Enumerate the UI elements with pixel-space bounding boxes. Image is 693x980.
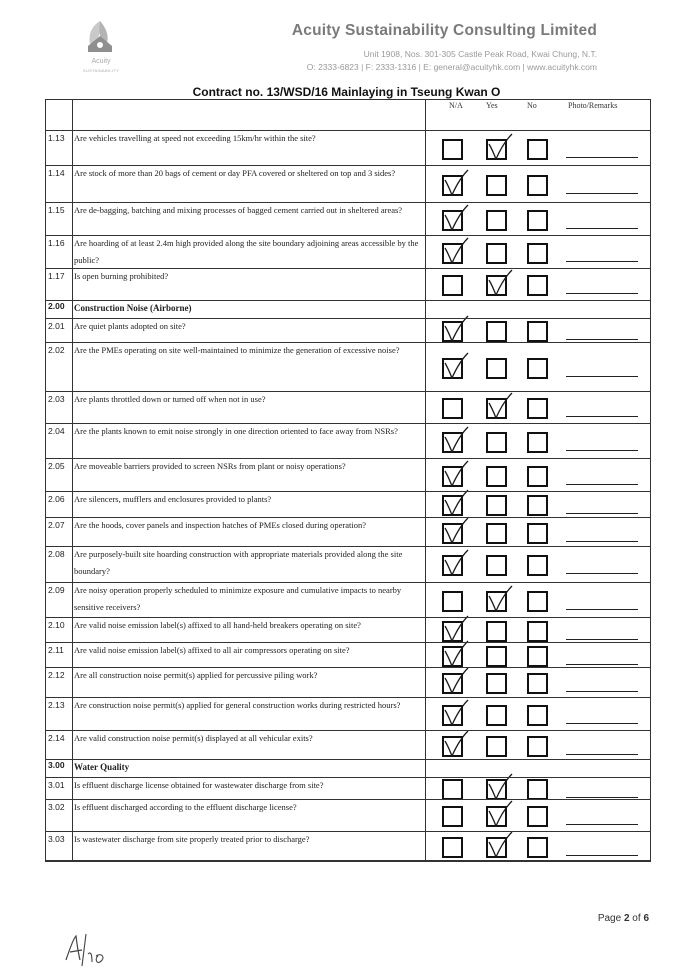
page-number (598, 913, 649, 924)
checklist-row (45, 546, 651, 582)
row-divider (45, 517, 651, 518)
checkmark-icon (485, 799, 513, 827)
no-checkbox[interactable] (527, 591, 548, 612)
checkmark-icon (485, 830, 513, 858)
yes-checkbox[interactable] (486, 243, 507, 264)
checkmark-icon (441, 614, 469, 642)
question-text: Are hoarding of at least 2.4m high provided along the site boundary adjoining areas accessible by the public? (74, 238, 419, 265)
remarks-line[interactable] (566, 293, 638, 294)
yes-checkbox[interactable] (486, 673, 507, 694)
remarks-line[interactable] (566, 513, 638, 514)
checklist-row (45, 491, 651, 517)
no-checkbox[interactable] (527, 175, 548, 196)
na-checkbox[interactable] (442, 398, 463, 419)
no-checkbox[interactable] (527, 358, 548, 379)
checkmark-icon (441, 351, 469, 379)
checkmark-icon (441, 698, 469, 726)
yes-checkbox[interactable] (486, 432, 507, 453)
company-name: Acuity Sustainability Consulting Limited (291, 22, 597, 39)
checklist-row (45, 342, 651, 391)
question-text: Are noisy operation properly scheduled to minimize exposure and cumulative impacts to nearby sensitive receivers? (74, 585, 402, 612)
row-divider (45, 318, 651, 319)
item-number: 1.16 (48, 238, 65, 248)
question-text: Are valid construction noise permit(s) displayed at all vehicular exits? (74, 733, 313, 743)
checklist-row (45, 582, 651, 617)
item-number: 2.14 (48, 733, 65, 743)
remarks-line[interactable] (566, 855, 638, 856)
item-number: 2.02 (48, 345, 65, 355)
yes-checkbox[interactable] (486, 621, 507, 642)
remarks-line[interactable] (566, 450, 638, 451)
question-text: Is effluent discharged according to the effluent discharge license? (74, 802, 297, 812)
col-header-na: N/A (449, 101, 463, 110)
item-number: 2.09 (48, 585, 65, 595)
section-row (45, 300, 651, 318)
yes-checkbox[interactable] (486, 495, 507, 516)
yes-checkbox[interactable] (486, 705, 507, 726)
no-checkbox[interactable] (527, 398, 548, 419)
item-number: 1.15 (48, 205, 65, 215)
remarks-line[interactable] (566, 376, 638, 377)
remarks-line[interactable] (566, 193, 638, 194)
no-checkbox[interactable] (527, 432, 548, 453)
remarks-line[interactable] (566, 541, 638, 542)
page-current: 2 (623, 913, 630, 924)
na-checkbox[interactable] (442, 591, 463, 612)
checklist-row (45, 235, 651, 268)
checklist-row (45, 517, 651, 546)
question-text: Are silencers, mufflers and enclosures provided to plants? (74, 494, 272, 504)
checkmark-icon (441, 203, 469, 231)
item-number: 2.13 (48, 700, 65, 710)
item-number: 3.03 (48, 834, 65, 844)
company-logo (66, 18, 136, 76)
remarks-line[interactable] (566, 228, 638, 229)
question-text: Is effluent discharge license obtained for wastewater discharge from site? (74, 780, 324, 790)
item-number: 2.01 (48, 321, 65, 331)
yes-checkbox[interactable] (486, 523, 507, 544)
checkmark-icon (441, 488, 469, 516)
checkmark-icon (441, 425, 469, 453)
row-divider (45, 759, 651, 760)
remarks-line[interactable] (566, 639, 638, 640)
handwritten-initials (62, 930, 110, 968)
remarks-line[interactable] (566, 416, 638, 417)
yes-checkbox[interactable] (486, 646, 507, 667)
question-text: Are the PMEs operating on site well-maintained to minimize the generation of excessive noise? (74, 345, 400, 355)
no-checkbox[interactable] (527, 275, 548, 296)
checkmark-icon (441, 666, 469, 694)
section-row (45, 759, 651, 777)
no-checkbox[interactable] (527, 466, 548, 487)
company-address: Unit 1908, Nos. 301-305 Castle Peak Road, Kwai Chung, N.T. (363, 49, 597, 59)
remarks-line[interactable] (566, 484, 638, 485)
question-text: Is open burning prohibited? (74, 271, 169, 281)
question-text: Are valid noise emission label(s) affixed to all air compressors operating on site? (74, 645, 350, 655)
item-number: 3.01 (48, 780, 65, 790)
checklist-row (45, 697, 651, 730)
na-checkbox[interactable] (442, 837, 463, 858)
checklist-row (45, 423, 651, 458)
row-divider (45, 546, 651, 547)
yes-checkbox[interactable] (486, 466, 507, 487)
checkmark-icon (441, 639, 469, 667)
logo-subtext: SUSTAINABILITY (82, 68, 120, 73)
no-checkbox[interactable] (527, 705, 548, 726)
remarks-line[interactable] (566, 824, 638, 825)
section-heading: Construction Noise (Airborne) (74, 303, 192, 313)
question-text: Are moveable barriers provided to screen NSRs from plant or noisy operations? (74, 461, 346, 471)
no-checkbox[interactable] (527, 837, 548, 858)
checklist-row (45, 391, 651, 423)
question-text: Are purposely-built site hoarding construction with appropriate materials provided along the site boundary? (74, 549, 403, 576)
question-text: Are quiet plants adopted on site? (74, 321, 186, 331)
na-checkbox[interactable] (442, 806, 463, 827)
no-checkbox[interactable] (527, 139, 548, 160)
question-text: Are all construction noise permit(s) applied for percussive piling work? (74, 670, 318, 680)
company-address-block (307, 48, 597, 74)
item-number: 2.06 (48, 494, 65, 504)
no-checkbox[interactable] (527, 210, 548, 231)
leaf-house-icon (82, 18, 118, 54)
question-text: Are stock of more than 20 bags of cement or day PFA covered or sheltered on top and 3 sides? (74, 168, 396, 178)
question-text: Are valid noise emission label(s) affixed to all hand-held breakers operating on site? (74, 620, 361, 630)
page-of: of (629, 913, 644, 924)
checklist-row (45, 777, 651, 799)
item-number: 1.13 (48, 133, 65, 143)
checklist-row (45, 268, 651, 300)
remarks-line[interactable] (566, 723, 638, 724)
checklist-row (45, 318, 651, 342)
na-checkbox[interactable] (442, 779, 463, 800)
row-divider (45, 130, 651, 131)
na-checkbox[interactable] (442, 275, 463, 296)
item-number: 2.10 (48, 620, 65, 630)
question-text: Are the hoods, cover panels and inspection hatches of PMEs closed during operation? (74, 520, 366, 530)
row-divider (45, 642, 651, 643)
checklist-row (45, 642, 651, 667)
contract-title: Contract no. 13/WSD/16 Mainlaying in Tseung Kwan O (192, 85, 501, 99)
checklist-row (45, 799, 651, 831)
remarks-line[interactable] (566, 157, 638, 158)
no-checkbox[interactable] (527, 673, 548, 694)
no-checkbox[interactable] (527, 779, 548, 800)
no-checkbox[interactable] (527, 495, 548, 516)
question-text: Are the plants known to emit noise strongly in one direction oriented to face away from NSRs? (74, 426, 398, 436)
remarks-line[interactable] (566, 609, 638, 610)
row-divider (45, 300, 651, 301)
item-number: 1.17 (48, 271, 65, 281)
checklist-row (45, 617, 651, 642)
row-divider (45, 458, 651, 459)
no-checkbox[interactable] (527, 321, 548, 342)
row-divider (45, 582, 651, 583)
row-divider (45, 268, 651, 269)
checkmark-icon (441, 459, 469, 487)
checkmark-icon (441, 168, 469, 196)
checklist-row (45, 165, 651, 202)
yes-checkbox[interactable] (486, 358, 507, 379)
remarks-line[interactable] (566, 573, 638, 574)
page-prefix: Page (597, 913, 624, 924)
item-number: 2.08 (48, 549, 65, 559)
yes-checkbox[interactable] (486, 210, 507, 231)
question-text: Are plants throttled down or turned off when not in use? (74, 394, 266, 404)
yes-checkbox[interactable] (486, 555, 507, 576)
no-checkbox[interactable] (527, 621, 548, 642)
item-number: 2.00 (48, 301, 65, 311)
question-text: Are vehicles travelling at speed not exceeding 15km/hr within the site? (74, 133, 316, 143)
checkmark-icon (485, 391, 513, 419)
na-checkbox[interactable] (442, 139, 463, 160)
no-checkbox[interactable] (527, 523, 548, 544)
row-divider (45, 697, 651, 698)
no-checkbox[interactable] (527, 736, 548, 757)
checklist-row (45, 202, 651, 235)
row-divider (45, 235, 651, 236)
question-text: Are construction noise permit(s) applied for general construction works during restricted hours? (74, 700, 401, 710)
item-number: 2.03 (48, 394, 65, 404)
no-checkbox[interactable] (527, 555, 548, 576)
checkmark-icon (441, 516, 469, 544)
checklist-row (45, 730, 651, 759)
row-divider (45, 617, 651, 618)
row-divider (45, 777, 651, 778)
checklist-row (45, 667, 651, 697)
item-number: 2.11 (48, 645, 64, 655)
no-checkbox[interactable] (527, 243, 548, 264)
item-number: 2.05 (48, 461, 65, 471)
remarks-line[interactable] (566, 754, 638, 755)
col-header-remarks: Photo/Remarks (568, 101, 618, 110)
checklist-row (45, 130, 651, 165)
row-divider (45, 391, 651, 392)
page-total: 6 (643, 913, 649, 924)
item-number: 3.02 (48, 802, 65, 812)
row-divider (45, 423, 651, 424)
item-number: 2.12 (48, 670, 65, 680)
no-checkbox[interactable] (527, 646, 548, 667)
no-checkbox[interactable] (527, 806, 548, 827)
row-divider (45, 861, 651, 862)
item-number: 2.04 (48, 426, 65, 436)
question-text: Are de-bagging, batching and mixing processes of bagged cement carried out in sheltered areas? (74, 205, 403, 215)
checkmark-icon (441, 548, 469, 576)
row-divider (45, 342, 651, 343)
item-number: 1.14 (48, 168, 65, 178)
logo-text: Acuity (91, 58, 111, 65)
checklist-row (45, 831, 651, 861)
col-header-yes: Yes (486, 101, 498, 110)
checkmark-icon (485, 268, 513, 296)
yes-checkbox[interactable] (486, 175, 507, 196)
item-number: 3.00 (48, 760, 65, 770)
row-divider (45, 799, 651, 800)
row-divider (45, 165, 651, 166)
company-contact: O: 2333-6823 | F: 2333-1316 | E: general@acuityhk.com | www.acuityhk.com (306, 62, 597, 72)
section-heading: Water Quality (74, 762, 130, 772)
row-divider (45, 202, 651, 203)
remarks-line[interactable] (566, 664, 638, 665)
col-header-no: No (527, 101, 537, 110)
row-divider (45, 667, 651, 668)
remarks-line[interactable] (566, 339, 638, 340)
remarks-line[interactable] (566, 797, 638, 798)
checkmark-icon (485, 132, 513, 160)
row-divider (45, 831, 651, 832)
row-divider (45, 491, 651, 492)
item-number: 2.07 (48, 520, 65, 530)
question-text: Is wastewater discharge from site properly treated prior to discharge? (74, 834, 310, 844)
checklist-row (45, 458, 651, 491)
remarks-line[interactable] (566, 691, 638, 692)
checkmark-icon (485, 584, 513, 612)
yes-checkbox[interactable] (486, 736, 507, 757)
row-divider (45, 730, 651, 731)
checkmark-icon (441, 236, 469, 264)
yes-checkbox[interactable] (486, 321, 507, 342)
checkmark-icon (441, 729, 469, 757)
remarks-line[interactable] (566, 261, 638, 262)
